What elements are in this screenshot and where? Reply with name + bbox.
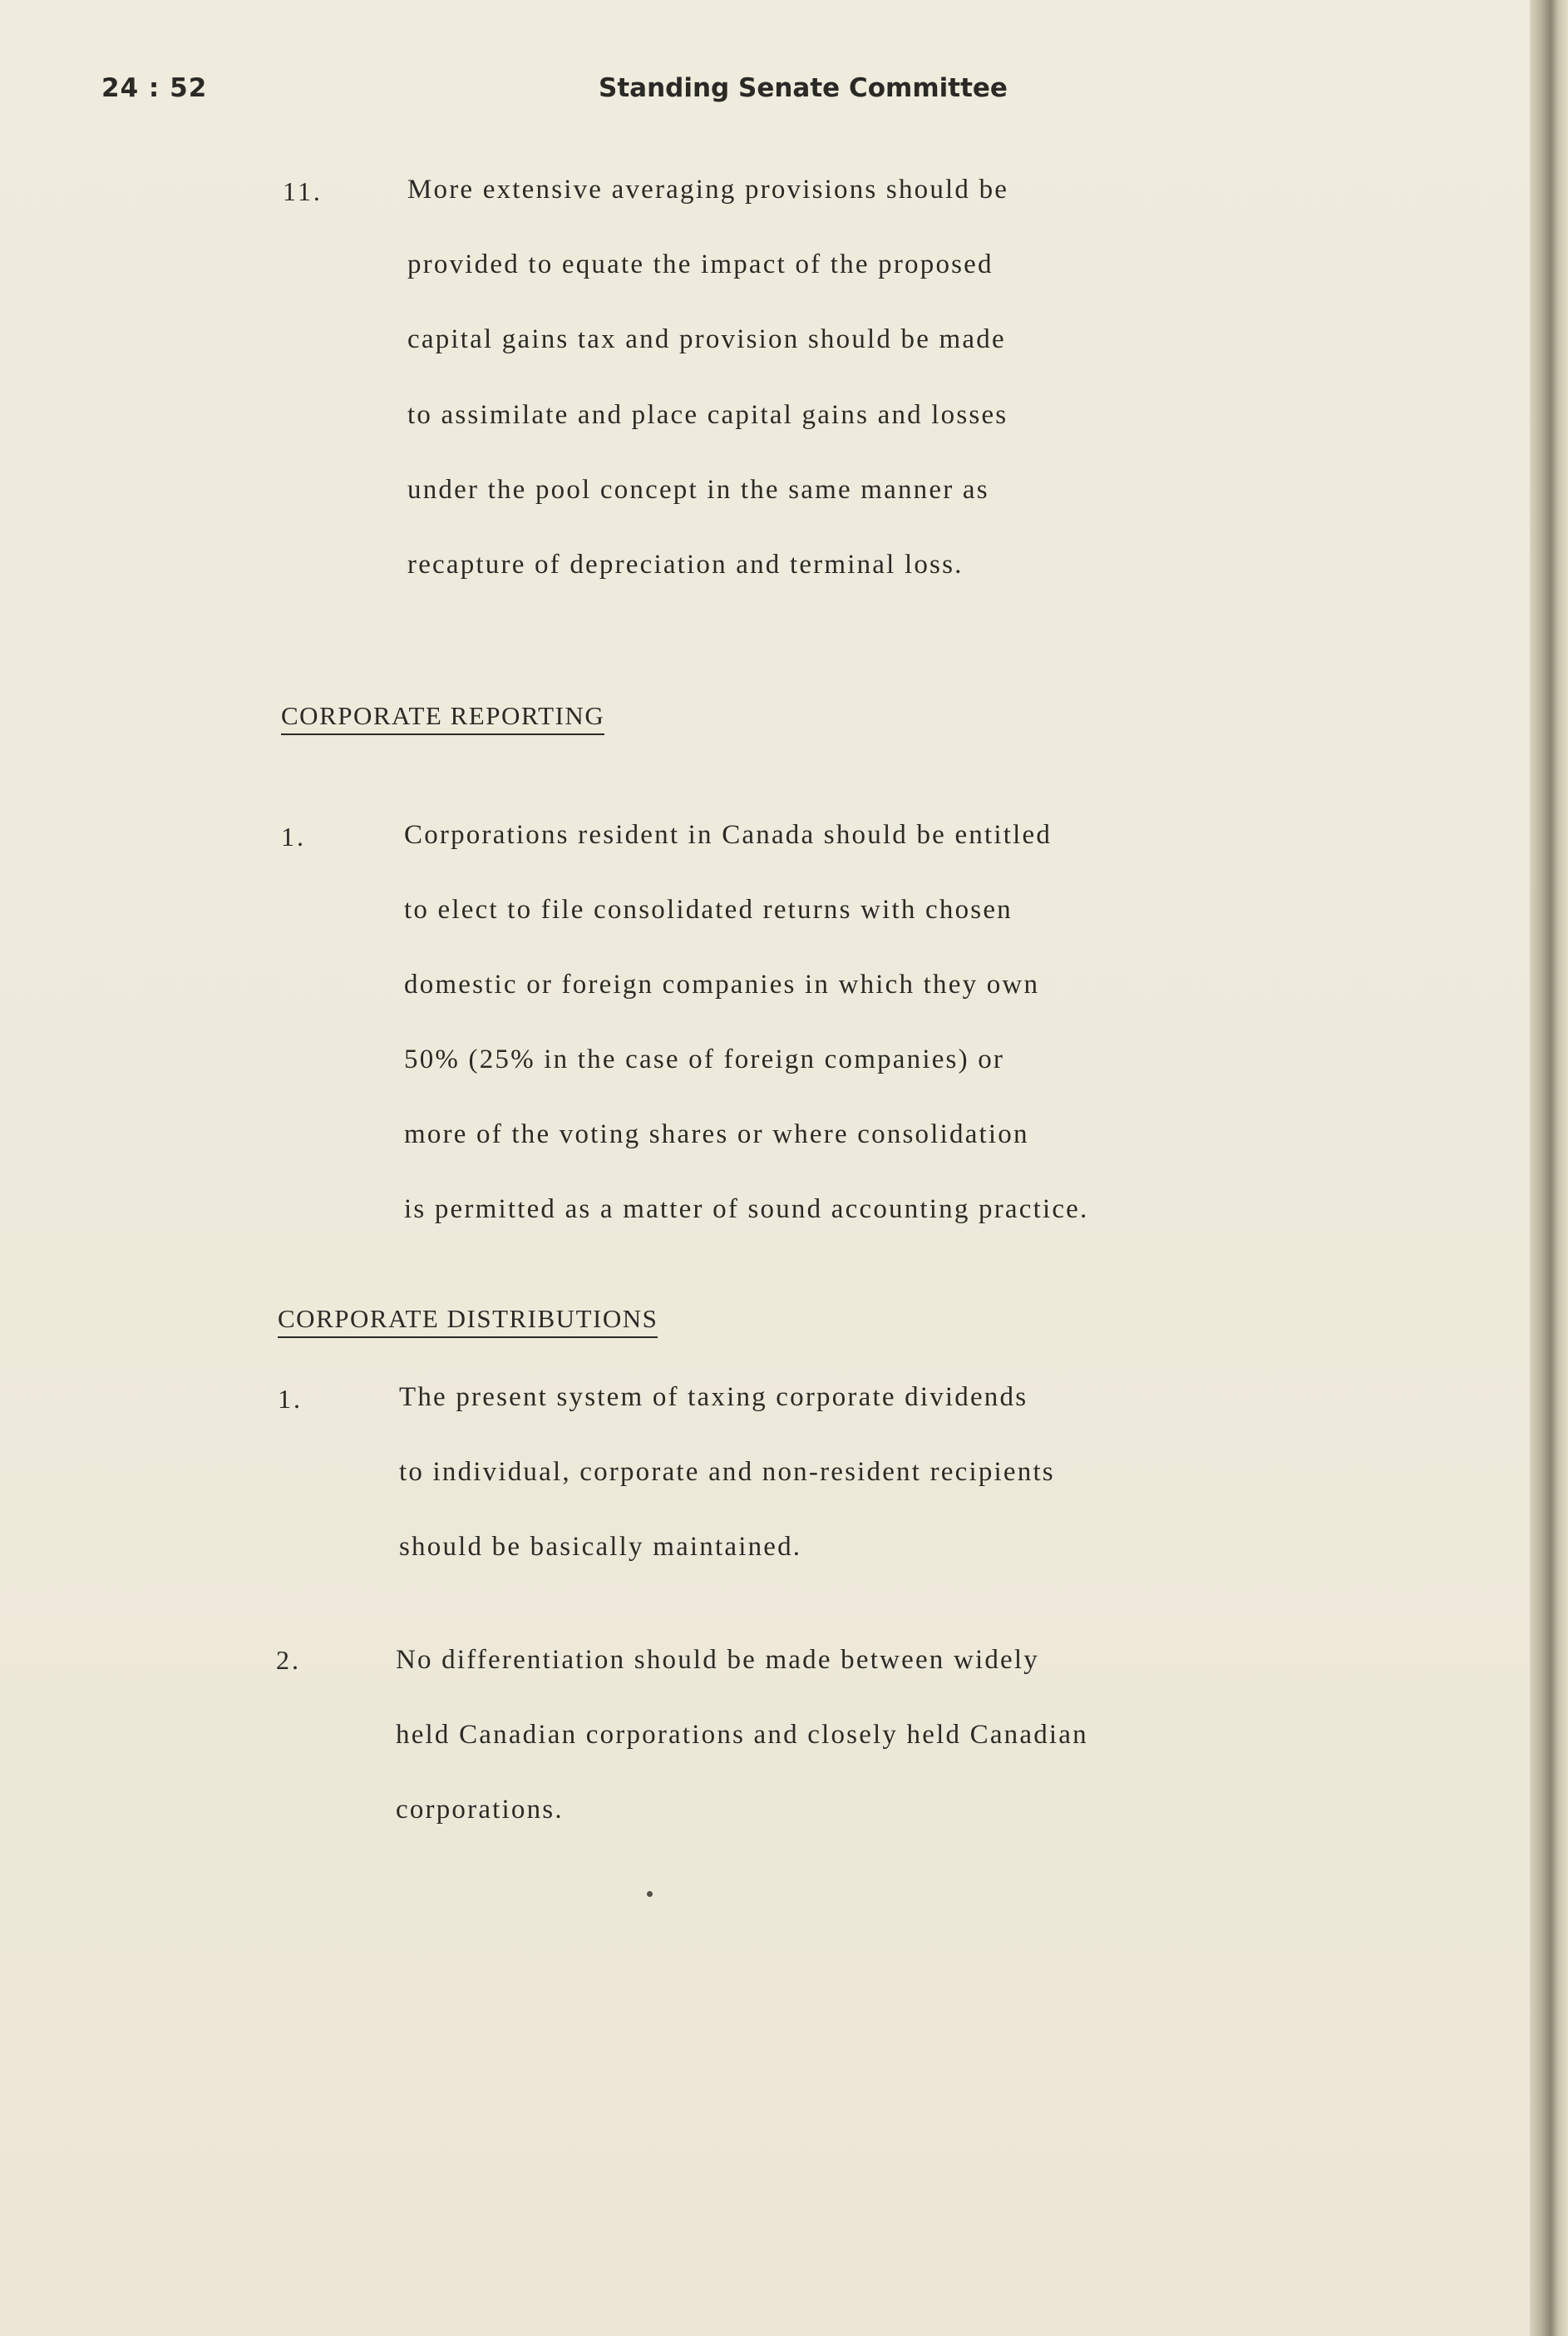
text-line: to assimilate and place capital gains and losses [407,400,1008,430]
text-line: No differentiation should be made between widely [396,1645,1039,1675]
text-line: domestic or foreign companies in which they own [404,970,1040,1000]
page-edge-shadow [1530,0,1568,2336]
text-line: to individual, corporate and non-resident recipients [399,1457,1055,1487]
text-line: recapture of depreciation and terminal loss. [407,550,964,580]
section-heading-corporate-reporting: CORPORATE REPORTING [281,701,604,735]
text-line: corporations. [396,1795,564,1825]
text-line: to elect to file consolidated returns with chosen [404,895,1013,925]
item-number: 2. [276,1645,301,1675]
text-line: More extensive averaging provisions should be [407,175,1009,205]
text-line: Corporations resident in Canada should be entitled [404,820,1053,850]
item-number: 1. [281,822,306,852]
section-heading-corporate-distributions: CORPORATE DISTRIBUTIONS [278,1304,658,1338]
page-header [0,73,1540,106]
text-line: under the pool concept in the same manner as [407,475,989,505]
item-number: 1. [278,1384,303,1414]
text-line: more of the voting shares or where consolidation [404,1119,1029,1149]
text-line: provided to equate the impact of the proposed [407,249,994,279]
text-line: capital gains tax and provision should be made [407,324,1006,354]
page-number: 24 : 52 [101,73,208,103]
ink-speck [647,1891,653,1897]
text-line: is permitted as a matter of sound accounting practice. [404,1194,1089,1224]
text-line: 50% (25% in the case of foreign companies) or [404,1045,1005,1074]
text-line: The present system of taxing corporate dividends [399,1382,1028,1412]
running-title: Standing Senate Committee [599,73,1008,103]
text-line: should be basically maintained. [399,1532,802,1562]
text-line: held Canadian corporations and closely held Canadian [396,1720,1088,1750]
item-number: 11. [283,176,323,206]
